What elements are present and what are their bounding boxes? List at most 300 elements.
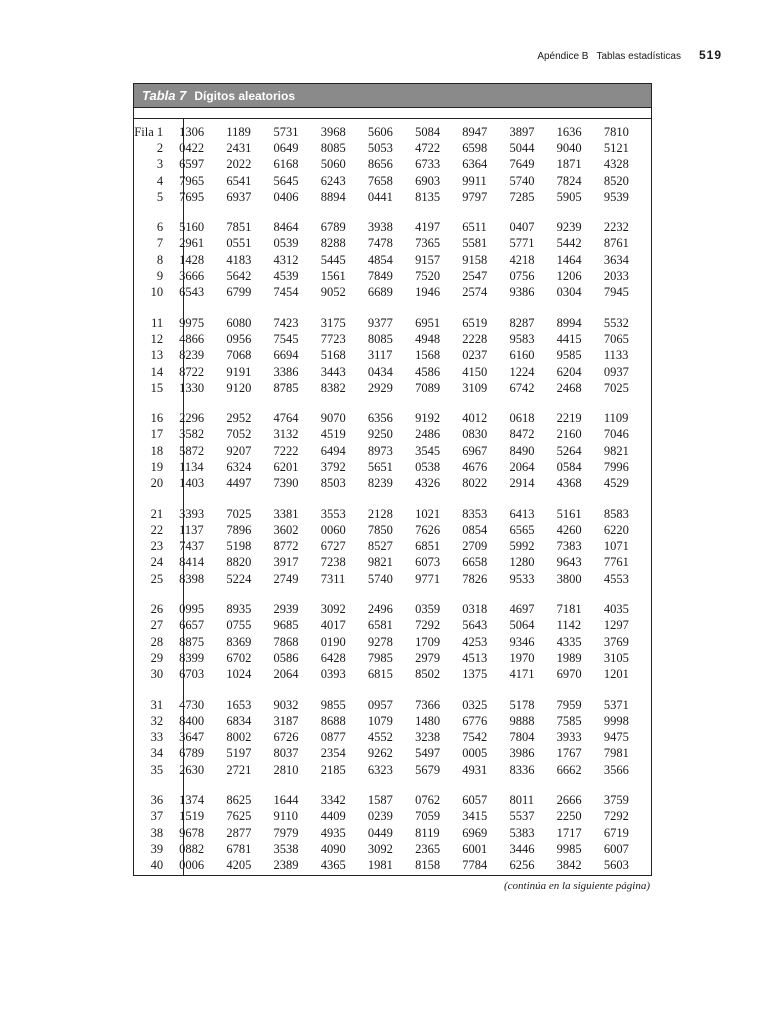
- digit-cell: 8353: [462, 506, 488, 521]
- digit-cell: 4335: [556, 634, 582, 649]
- digit-cell: 0877: [320, 730, 346, 745]
- digit-cell: 7658: [367, 173, 393, 188]
- digit-cell: 6428: [320, 650, 346, 665]
- digit-cell: 3117: [367, 348, 393, 363]
- digit-cell: 8085: [320, 140, 346, 155]
- digit-cell: 5497: [415, 746, 441, 761]
- table-row: [134, 571, 651, 587]
- digit-cell: 1079: [367, 713, 393, 728]
- digit-cell: 1137: [179, 522, 204, 537]
- row-number: 25: [150, 571, 164, 586]
- digit-cell: 5679: [415, 762, 441, 777]
- row-number: 6: [156, 220, 164, 235]
- row-number: 16: [150, 411, 164, 426]
- row-number: 4: [156, 173, 164, 188]
- digit-cell: 3386: [273, 364, 299, 379]
- row-group: [134, 792, 651, 873]
- digit-cell: 7626: [415, 522, 441, 537]
- digit-cell: 7478: [367, 236, 393, 251]
- table-row: [134, 268, 651, 284]
- digit-cell: 8894: [320, 189, 346, 204]
- digit-cell: 1021: [415, 506, 441, 521]
- table-row: [134, 667, 651, 683]
- digit-cell: 7454: [273, 285, 299, 300]
- row-number: 8: [156, 252, 164, 267]
- digit-cell: 4183: [226, 252, 252, 267]
- table-row: [134, 236, 651, 252]
- digit-cell: 5740: [367, 571, 393, 586]
- digit-cell: 6220: [603, 522, 629, 537]
- digit-cell: 7285: [509, 189, 535, 204]
- digit-cell: 6201: [273, 459, 299, 474]
- row-number: 11: [151, 315, 164, 330]
- digit-cell: 9475: [603, 730, 629, 745]
- digit-cell: 9975: [179, 315, 205, 330]
- digit-cell: 2365: [415, 841, 441, 856]
- table-label: Tabla 7: [142, 88, 187, 103]
- table-row: [134, 601, 651, 617]
- digit-cell: 7025: [603, 380, 629, 395]
- digit-cell: 9539: [603, 189, 629, 204]
- row-number: 32: [150, 713, 164, 728]
- digit-cell: 6719: [603, 825, 629, 840]
- digit-cell: 7695: [179, 189, 205, 204]
- digit-cell: 2749: [273, 571, 299, 586]
- digit-cell: 7723: [320, 331, 346, 346]
- digit-cell: 5992: [509, 539, 535, 554]
- digit-cell: 4529: [603, 476, 629, 491]
- digit-cell: 1871: [556, 157, 582, 172]
- table-row: [134, 522, 651, 538]
- digit-cell: 4539: [273, 269, 299, 284]
- digit-cell: 5383: [509, 825, 535, 840]
- digit-cell: 6967: [462, 443, 488, 458]
- row-number: 7: [156, 236, 164, 251]
- digit-cell: 2219: [556, 411, 582, 426]
- digit-cell: 4326: [415, 476, 441, 491]
- row-number: 20: [150, 476, 164, 491]
- digit-cell: 1133: [603, 348, 629, 363]
- digit-cell: 1970: [509, 650, 535, 665]
- digit-cell: 3132: [273, 427, 299, 442]
- digit-cell: 9771: [415, 571, 441, 586]
- table-row: [134, 157, 651, 173]
- digit-cell: 9262: [367, 746, 393, 761]
- row-group: [134, 601, 651, 682]
- digit-cell: 9585: [556, 348, 582, 363]
- digit-cell: 9070: [320, 411, 346, 426]
- row-number: 12: [150, 331, 164, 346]
- row-number: 39: [150, 841, 164, 856]
- digit-cell: 1981: [367, 858, 393, 873]
- digit-cell: 7292: [415, 618, 441, 633]
- digit-cell: 5053: [367, 140, 393, 155]
- digit-cell: 2022: [226, 157, 252, 172]
- row-number: 3: [156, 157, 164, 172]
- digit-cell: 0318: [462, 602, 488, 617]
- digit-cell: 7868: [273, 634, 299, 649]
- digit-cell: 9191: [226, 364, 252, 379]
- digit-cell: 1519: [179, 809, 205, 824]
- row-number: 18: [150, 443, 164, 458]
- digit-cell: 4409: [320, 809, 346, 824]
- digit-cell: 2979: [415, 650, 441, 665]
- digit-cell: 6073: [415, 555, 441, 570]
- digit-cell: 4260: [556, 522, 582, 537]
- digit-cell: 6851: [415, 539, 441, 554]
- digit-cell: 6834: [226, 713, 252, 728]
- table-row: [134, 219, 651, 235]
- digit-cell: 5643: [462, 618, 488, 633]
- digit-cell: 3446: [509, 841, 535, 856]
- digit-cell: 8464: [273, 220, 299, 235]
- digit-cell: 9821: [367, 555, 393, 570]
- row-number: 27: [150, 618, 164, 633]
- digit-cell: 6057: [462, 793, 488, 808]
- digit-cell: 5445: [320, 252, 346, 267]
- digit-cell: 6581: [367, 618, 393, 633]
- digit-cell: 9207: [226, 443, 252, 458]
- digit-cell: 8947: [462, 124, 488, 139]
- digit-cell: 3647: [179, 730, 205, 745]
- digit-cell: 1464: [556, 252, 582, 267]
- table-row: [134, 792, 651, 808]
- row-group: [134, 124, 651, 205]
- digit-cell: 7784: [462, 858, 488, 873]
- digit-cell: 2810: [273, 762, 299, 777]
- digit-cell: 0422: [179, 140, 205, 155]
- digit-cell: 3792: [320, 459, 346, 474]
- digit-cell: 6364: [462, 157, 488, 172]
- digit-cell: 9377: [367, 315, 393, 330]
- digit-cell: 1189: [226, 124, 251, 139]
- digit-cell: 3342: [320, 793, 346, 808]
- row-number: 38: [150, 825, 164, 840]
- digit-cell: 8785: [273, 380, 299, 395]
- digit-cell: 1587: [367, 793, 393, 808]
- digit-cell: 4497: [226, 476, 252, 491]
- table-row: [134, 555, 651, 571]
- digit-cell: 0239: [367, 809, 393, 824]
- digit-cell: 2064: [509, 459, 535, 474]
- digit-cell: 2877: [226, 825, 252, 840]
- digit-cell: 5224: [226, 571, 252, 586]
- digit-cell: 7390: [273, 476, 299, 491]
- digit-cell: 3092: [367, 841, 393, 856]
- digit-cell: 7826: [462, 571, 488, 586]
- digit-cell: 3238: [415, 730, 441, 745]
- digit-cell: 8520: [603, 173, 629, 188]
- table-row: [134, 825, 651, 841]
- digit-cell: 1767: [556, 746, 582, 761]
- digit-cell: 2228: [462, 331, 488, 346]
- digit-cell: 9821: [603, 443, 629, 458]
- digit-cell: 8503: [320, 476, 346, 491]
- digit-cell: 7824: [556, 173, 582, 188]
- digit-cell: 6969: [462, 825, 488, 840]
- digit-cell: 0325: [462, 697, 488, 712]
- digit-cell: 6080: [226, 315, 252, 330]
- row-number: 15: [150, 380, 164, 395]
- digit-cell: 9052: [320, 285, 346, 300]
- digit-cell: 6598: [462, 140, 488, 155]
- digit-cell: 9583: [509, 331, 535, 346]
- digit-cell: 2354: [320, 746, 346, 761]
- digit-cell: 2486: [415, 427, 441, 442]
- digit-cell: 9120: [226, 380, 252, 395]
- digit-cell: 8135: [415, 189, 441, 204]
- table-row: [134, 634, 651, 650]
- digit-cell: 5160: [179, 220, 205, 235]
- digit-cell: 7945: [603, 285, 629, 300]
- digit-cell: 7810: [603, 124, 629, 139]
- digit-cell: 2128: [367, 506, 393, 521]
- digit-cell: 4253: [462, 634, 488, 649]
- digit-cell: 8688: [320, 713, 346, 728]
- digit-cell: 9110: [273, 809, 299, 824]
- digit-cell: 9157: [415, 252, 441, 267]
- digit-cell: 4150: [462, 364, 488, 379]
- digit-cell: 5371: [603, 697, 629, 712]
- digit-cell: 4171: [509, 667, 535, 682]
- digit-cell: 0407: [509, 220, 535, 235]
- digit-cell: 9192: [415, 411, 441, 426]
- digit-cell: 2185: [320, 762, 346, 777]
- digit-cell: 7649: [509, 157, 535, 172]
- digit-cell: 5178: [509, 697, 535, 712]
- digit-cell: 0551: [226, 236, 252, 251]
- digit-cell: 2250: [556, 809, 582, 824]
- digit-cell: 7761: [603, 555, 629, 570]
- digit-cell: 6324: [226, 459, 252, 474]
- digit-cell: 9250: [367, 427, 393, 442]
- digit-cell: 0393: [320, 667, 346, 682]
- table-row: [134, 331, 651, 347]
- digit-cell: 6726: [273, 730, 299, 745]
- row-number: 37: [150, 809, 164, 824]
- digit-cell: 6356: [367, 411, 393, 426]
- digit-cell: 8583: [603, 506, 629, 521]
- digit-cell: 2547: [462, 269, 488, 284]
- digit-cell: 5645: [273, 173, 299, 188]
- digit-cell: 2952: [226, 411, 252, 426]
- digit-cell: 7542: [462, 730, 488, 745]
- digit-cell: 5642: [226, 269, 252, 284]
- digit-cell: 6733: [415, 157, 441, 172]
- digit-cell: 8502: [415, 667, 441, 682]
- row-number: 30: [150, 667, 164, 682]
- digit-cell: 3187: [273, 713, 299, 728]
- section-title: Tablas estadísticas: [596, 51, 681, 62]
- table-row: [134, 189, 651, 205]
- digit-cell: 6323: [367, 762, 393, 777]
- digit-cell: 3105: [603, 650, 629, 665]
- digit-cell: 6007: [603, 841, 629, 856]
- digit-cell: 3381: [273, 506, 299, 521]
- digit-cell: 5581: [462, 236, 488, 251]
- digit-cell: 4854: [367, 252, 393, 267]
- digit-cell: 1201: [603, 667, 629, 682]
- digit-cell: 6543: [179, 285, 205, 300]
- digit-cell: 7520: [415, 269, 441, 284]
- digit-cell: 3666: [179, 269, 205, 284]
- digit-cell: 7089: [415, 380, 441, 395]
- digit-cell: 2468: [556, 380, 582, 395]
- digit-cell: 8399: [179, 650, 205, 665]
- digit-cell: 6657: [179, 618, 205, 633]
- row-number: 10: [150, 285, 164, 300]
- digit-cell: 6815: [367, 667, 393, 682]
- digit-cell: 1709: [415, 634, 441, 649]
- table-row: [134, 539, 651, 555]
- table-row: [134, 618, 651, 634]
- digit-cell: 7849: [367, 269, 393, 284]
- digit-cell: 7850: [367, 522, 393, 537]
- digit-cell: 9797: [462, 189, 488, 204]
- digit-cell: 8935: [226, 602, 252, 617]
- digit-cell: 3538: [273, 841, 299, 856]
- digit-cell: 1636: [556, 124, 582, 139]
- table-row: [134, 443, 651, 459]
- digit-cell: 7437: [179, 539, 205, 554]
- digit-cell: 4205: [226, 858, 252, 873]
- digit-cell: 2721: [226, 762, 252, 777]
- digit-cell: 2431: [226, 140, 252, 155]
- digit-cell: 1989: [556, 650, 582, 665]
- table-row: [134, 173, 651, 189]
- digit-cell: 8772: [273, 539, 299, 554]
- digit-cell: 2160: [556, 427, 582, 442]
- digit-cell: 8472: [509, 427, 535, 442]
- digit-cell: 6689: [367, 285, 393, 300]
- digit-cell: 7423: [273, 315, 299, 330]
- digit-cell: 0995: [179, 602, 205, 617]
- row-group: [134, 697, 651, 778]
- digit-cell: 9386: [509, 285, 535, 300]
- digit-cell: 8875: [179, 634, 205, 649]
- digit-cell: 6565: [509, 522, 535, 537]
- digit-cell: 5198: [226, 539, 252, 554]
- table-row: [134, 746, 651, 762]
- digit-cell: 8085: [367, 331, 393, 346]
- digit-cell: 6494: [320, 443, 346, 458]
- digit-cell: 1330: [179, 380, 205, 395]
- digit-cell: 0755: [226, 618, 252, 633]
- digit-cell: 9346: [509, 634, 535, 649]
- digit-cell: 4935: [320, 825, 346, 840]
- digit-cell: 4948: [415, 331, 441, 346]
- row-number: 14: [150, 364, 164, 379]
- digit-cell: 8382: [320, 380, 346, 395]
- digit-cell: 1306: [179, 124, 205, 139]
- digit-cell: 2709: [462, 539, 488, 554]
- table-caption: Dígitos aleatorios: [194, 88, 296, 103]
- digit-cell: 8369: [226, 634, 252, 649]
- digit-cell: 3443: [320, 364, 346, 379]
- digit-cell: 8761: [603, 236, 629, 251]
- digit-cell: 6001: [462, 841, 488, 856]
- row-number: 21: [150, 506, 164, 521]
- digit-cell: 1134: [179, 459, 204, 474]
- table-row: [134, 315, 651, 331]
- digit-cell: 7965: [179, 173, 205, 188]
- digit-cell: 0304: [556, 285, 582, 300]
- digit-cell: 4866: [179, 331, 205, 346]
- digit-cell: 0538: [415, 459, 441, 474]
- digit-cell: 7959: [556, 697, 582, 712]
- digit-cell: 1561: [320, 269, 346, 284]
- digit-cell: 6951: [415, 315, 441, 330]
- digit-cell: 2064: [273, 667, 299, 682]
- digit-cell: 0937: [603, 364, 629, 379]
- digit-cell: 3759: [603, 793, 629, 808]
- digit-cell: 4676: [462, 459, 488, 474]
- digit-cell: 6776: [462, 713, 488, 728]
- digit-cell: 4090: [320, 841, 346, 856]
- digit-cell: 4035: [603, 602, 629, 617]
- digit-cell: 7065: [603, 331, 629, 346]
- digit-cell: 1480: [415, 713, 441, 728]
- table-row: [134, 140, 651, 156]
- digit-cell: 2630: [179, 762, 205, 777]
- digit-cell: 4368: [556, 476, 582, 491]
- digit-cell: 8037: [273, 746, 299, 761]
- digit-cell: 4552: [367, 730, 393, 745]
- digit-cell: 6511: [462, 220, 487, 235]
- digit-cell: 0359: [415, 602, 441, 617]
- digit-cell: 6789: [320, 220, 346, 235]
- digit-cell: 9685: [273, 618, 299, 633]
- digit-cell: 0190: [320, 634, 346, 649]
- digit-cell: 6702: [226, 650, 252, 665]
- digit-cell: 5905: [556, 189, 582, 204]
- continuation-note: (continúa en la siguiente página): [503, 880, 650, 892]
- digit-cell: 9643: [556, 555, 582, 570]
- digit-cell: 8288: [320, 236, 346, 251]
- digit-cell: 6937: [226, 189, 252, 204]
- digit-cell: 3175: [320, 315, 346, 330]
- digit-cell: 6781: [226, 841, 252, 856]
- digit-cell: 5161: [556, 506, 582, 521]
- digit-cell: 4519: [320, 427, 346, 442]
- row-number: 26: [150, 602, 164, 617]
- row-number: 29: [150, 650, 164, 665]
- row-number: 36: [150, 793, 164, 808]
- digit-cell: 7545: [273, 331, 299, 346]
- digit-cell: 7311: [320, 571, 346, 586]
- digit-cell: 3393: [179, 506, 205, 521]
- digit-cell: 9040: [556, 140, 582, 155]
- digit-cell: 9678: [179, 825, 205, 840]
- digit-cell: 7804: [509, 730, 535, 745]
- digit-cell: 0449: [367, 825, 393, 840]
- digit-cell: 7585: [556, 713, 582, 728]
- digit-cell: 4197: [415, 220, 441, 235]
- digit-cell: 7981: [603, 746, 629, 761]
- digit-cell: 3800: [556, 571, 582, 586]
- section-label: Apéndice B: [537, 51, 589, 62]
- digit-cell: 7365: [415, 236, 441, 251]
- row-number: 24: [150, 555, 164, 570]
- table-row: [134, 713, 651, 729]
- digit-cell: 7985: [367, 650, 393, 665]
- digit-cell: 6168: [273, 157, 299, 172]
- digit-cell: 2496: [367, 602, 393, 617]
- digit-cell: 2939: [273, 602, 299, 617]
- table-row: [134, 650, 651, 666]
- table-body: [134, 124, 651, 888]
- digit-cell: 3582: [179, 427, 205, 442]
